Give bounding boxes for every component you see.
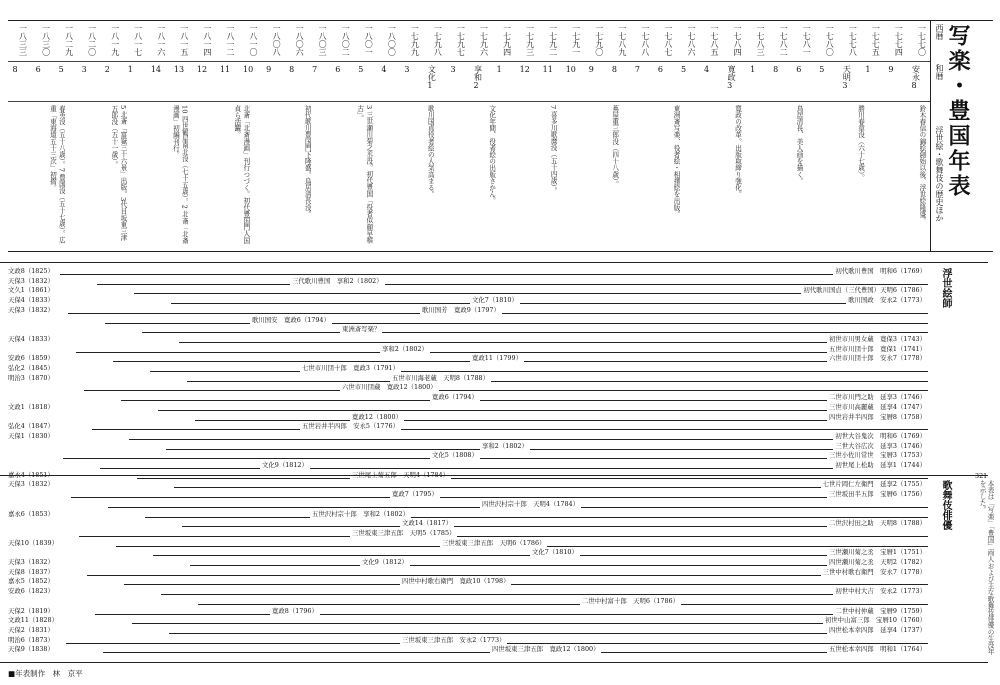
- page-number: 321: [975, 472, 988, 480]
- lane-label: 文化9（1812）: [362, 558, 408, 566]
- era-year-number: 6: [35, 65, 41, 74]
- lifespan-lane: [8, 373, 928, 383]
- event-entry: 3 三世瀬川菊之丞没。初代豊国「役者似顔早稽古」。: [355, 105, 373, 244]
- lifespan-lane: [8, 324, 928, 334]
- era-cell: [197, 65, 211, 74]
- person-birth: 二世市川門之助 延享3（1746）: [828, 393, 926, 402]
- lifespan-lane: [8, 615, 928, 625]
- label-seireki: 西暦: [935, 24, 944, 40]
- death-date: 文政1（1818）: [8, 402, 54, 411]
- era-year-number: 4: [381, 65, 387, 74]
- era-year-number: 6: [796, 65, 802, 74]
- year-cell: 一七九九: [410, 24, 420, 56]
- era-cell: [704, 65, 718, 74]
- year-cell: 一七九四: [502, 24, 512, 56]
- lifespan-lane: [8, 538, 928, 548]
- event-entry: 北斎「北斎漫画」刊行つづく。初代豊国門人国貞ら活躍。: [232, 105, 250, 244]
- category-ukiyoe-label: 浮世絵師: [940, 268, 951, 308]
- year-cell: 一八一六: [156, 24, 166, 56]
- year-cell: 一七八三: [756, 24, 766, 56]
- lane-label: 五世岩井半四郎 安永5（1776）: [302, 422, 400, 431]
- era-cell: [474, 65, 488, 90]
- era-year-number: 3: [842, 81, 848, 90]
- section-divider: [0, 475, 988, 476]
- era-cell: [36, 65, 50, 74]
- era-cell: [658, 65, 672, 74]
- year-cell: 一七八六: [686, 24, 696, 56]
- person-birth: 七世片岡仁左衛門 延享2（1755）: [822, 480, 926, 489]
- era-year-number: 6: [657, 65, 664, 74]
- era-year-number: 13: [173, 65, 185, 74]
- era-year-number: 8: [289, 65, 295, 74]
- era-year-number: 8: [12, 65, 18, 74]
- lifespan-lane: [8, 460, 928, 470]
- section-divider: [0, 262, 988, 263]
- lifespan-lane: [8, 276, 928, 286]
- year-cell: 一八一九: [110, 24, 120, 56]
- year-cell: 一八〇八: [272, 24, 282, 56]
- era-year-number: 6: [335, 65, 341, 74]
- lane-label: 四世沢村宗十郎 天明4（1784）: [482, 499, 580, 508]
- event-entry: 文化年間、役者絵の出版さかん。: [487, 105, 496, 204]
- era-cell: [427, 65, 441, 90]
- year-cell: 一七八五: [710, 24, 720, 56]
- person-birth: 初世市川男女蔵 寛保3（1743）: [828, 334, 926, 343]
- era-year-number: 9: [588, 65, 594, 74]
- lane-label: 寛政6（1794）: [432, 393, 478, 402]
- lifespan-lane: [8, 499, 928, 509]
- lane-label: 五世市川海老蔵 天明8（1788）: [392, 373, 490, 382]
- lifespan-lane: [8, 596, 928, 606]
- death-date: 安政6（1859）: [8, 354, 54, 363]
- lane-label: 三代歌川豊国 享和2（1802）: [292, 276, 383, 285]
- lane-label: 三世坂東三津五郎 安永2（1773）: [402, 635, 506, 644]
- year-cell: 一八〇〇: [387, 24, 397, 56]
- era-cell: [266, 65, 280, 74]
- person-birth: 初世中山富三郎 宝暦10（1760）: [824, 616, 926, 625]
- era-year-number: 3: [404, 65, 410, 74]
- death-date: 弘化4（1847）: [8, 422, 54, 431]
- lifespan-lane: [8, 625, 928, 635]
- event-entry: 歌川国貞役者絵の人気高まる。: [426, 105, 435, 198]
- year-cell: 一七八一: [802, 24, 812, 56]
- era-cell: [358, 65, 372, 74]
- lifespan-lane: [8, 557, 928, 567]
- era-cell: [819, 65, 833, 74]
- death-date: 天保3（1832）: [8, 558, 54, 566]
- era-year-number: 3: [727, 81, 733, 90]
- year-cell: 一七七四: [894, 24, 904, 56]
- era-cell: [174, 65, 188, 74]
- era-year-number: 5: [819, 65, 825, 74]
- lifespan-lane: [8, 528, 928, 538]
- year-cell: 一七九一: [571, 24, 581, 56]
- eras-row: [8, 61, 930, 102]
- era-year-number: 2: [473, 81, 479, 90]
- person-birth: 四世瀬川菊之丞 天明2（1782）: [828, 558, 926, 566]
- year-cell: 一七八四: [733, 24, 743, 56]
- era-year-number: 1: [427, 81, 433, 90]
- death-date: 天保8（1837）: [8, 567, 54, 576]
- year-cell: 一七七〇: [917, 24, 927, 56]
- year-cell: 一八二〇: [87, 24, 97, 56]
- lifespan-lane: [8, 644, 928, 654]
- era-year-number: 2: [104, 65, 110, 74]
- person-birth: 三世瀬川菊之丞 宝暦1（1751）: [828, 548, 926, 557]
- label-wareki: 和暦: [935, 64, 944, 80]
- lifespan-lane: [8, 567, 928, 577]
- year-cell: 一八〇二: [341, 24, 351, 56]
- era-year-number: 14: [150, 65, 161, 74]
- section-divider: [0, 662, 988, 663]
- lifespan-lane: [8, 431, 928, 441]
- lane-label: 七世市川団十郎 寛政3（1791）: [302, 364, 400, 372]
- era-year-number: 7: [634, 65, 640, 74]
- lifespan-lane: [8, 450, 928, 460]
- era-year-number: 8: [611, 65, 617, 74]
- year-cell: 一八二九: [64, 24, 74, 56]
- year-cell: 一七八七: [663, 24, 673, 56]
- person-birth: 歌川国政 安永2（1773）: [848, 296, 926, 305]
- lane-label: 寛政11（1799）: [472, 354, 522, 363]
- lifespan-lane: [8, 266, 928, 276]
- death-date: 文政11（1828）: [8, 616, 58, 625]
- era-cell: [82, 65, 96, 74]
- event-entry: 5 北斎「富嶽三十六景」出版。3代目坂東三津五郎没（五十一歳）。: [109, 105, 127, 241]
- lifespan-lanes: [8, 266, 928, 654]
- person-birth: 五世市川団十郎 寛保1（1741）: [828, 344, 926, 353]
- lifespan-lane: [8, 353, 928, 363]
- category-kabuki-label: 歌舞伎俳優: [940, 480, 951, 530]
- year-cell: 一八一五: [179, 24, 189, 56]
- lifespan-lane: [8, 334, 928, 344]
- lifespan-lane: [8, 441, 928, 451]
- year-cell: 一八〇一: [364, 24, 374, 56]
- person-birth: 四世岩井半四郎 宝暦8（1758）: [828, 412, 926, 421]
- footer-credit: ■年表制作 林 京平: [8, 669, 83, 678]
- lifespan-lane: [8, 285, 928, 295]
- era-year-number: 11: [542, 65, 553, 74]
- era-cell: [727, 65, 741, 90]
- era-cell: [842, 65, 856, 90]
- year-cell: 一七七八: [848, 24, 858, 56]
- era-cell: [105, 65, 119, 74]
- label-events: 浮世絵・歌舞伎の歴史ほか: [935, 126, 944, 222]
- person-birth: 三世坂田半五郎 宝暦6（1756）: [828, 490, 926, 499]
- year-cell: 一八一四: [202, 24, 212, 56]
- era-year-number: 10: [243, 65, 254, 74]
- death-date: 安政6（1823）: [8, 587, 54, 596]
- person-birth: 初代歌川豊国 明和6（1769）: [835, 267, 926, 275]
- death-date: 天保2（1819）: [8, 606, 54, 615]
- year-cell: 一八〇六: [295, 24, 305, 56]
- lifespan-lane: [8, 606, 928, 616]
- year-cell: 一七八九: [617, 24, 627, 56]
- lifespan-lane: [8, 421, 928, 431]
- lane-label: 三世尾上菊五郎 天明4（1784）: [352, 470, 450, 479]
- year-cell: 一七八八: [640, 24, 650, 56]
- era-cell: [220, 65, 234, 74]
- era-cell: [312, 65, 326, 74]
- era-cell: [335, 65, 349, 74]
- death-date: 弘化2（1845）: [8, 364, 54, 372]
- era-cell: [497, 65, 511, 74]
- era-year-number: 5: [358, 65, 364, 74]
- era-cell: [543, 65, 557, 74]
- lifespan-lane: [8, 586, 928, 596]
- year-cell: 一八〇三: [318, 24, 328, 56]
- person-birth: 初世大谷鬼次 明和6（1769）: [835, 431, 926, 440]
- chronology-table: [8, 20, 930, 252]
- lifespan-lane: [8, 479, 928, 489]
- person-birth: 二世中村仲蔵 宝暦9（1759）: [835, 606, 926, 615]
- lane-label: 寛政12（1800）: [352, 412, 402, 421]
- event-entry: 寛政の改革。出版取締り強化。: [733, 105, 742, 198]
- era-name: 享和: [473, 65, 483, 81]
- lane-label: 文化7（1810）: [472, 296, 518, 305]
- era-cell: [381, 65, 395, 74]
- lane-label: 文化5（1808）: [432, 451, 478, 460]
- era-year-number: 4: [704, 65, 710, 74]
- era-cell: [796, 65, 810, 74]
- lifespan-lane: [8, 382, 928, 392]
- era-year-number: 1: [865, 65, 871, 74]
- year-cell: 一七九二: [548, 24, 558, 56]
- page-title: 写楽・豊国年表: [945, 24, 971, 199]
- era-cell: [681, 65, 695, 74]
- lane-label: 文化9（1812）: [262, 461, 308, 469]
- era-cell: [13, 65, 27, 74]
- death-date: 文政8（1825）: [8, 267, 54, 275]
- death-date: 天保2（1831）: [8, 625, 54, 634]
- lane-label: 寛政7（1795）: [392, 490, 438, 499]
- lane-label: 東洲斎写楽？: [342, 325, 381, 334]
- lane-label: 四世中村歌右衛門 寛政10（1798）: [402, 577, 510, 586]
- year-cell: 一八一二: [225, 24, 235, 56]
- lifespan-lane: [8, 402, 928, 412]
- event-entry: 鳥居清長、美人画を描く。: [795, 105, 804, 185]
- year-cell: 一八一七: [133, 24, 143, 56]
- lane-label: 三世坂東三津五郎 天明5（1785）: [352, 528, 456, 537]
- era-cell: [450, 65, 464, 74]
- lifespan-lane: [8, 315, 928, 325]
- event-entry: 春英没（五十八歳）。7 豊国没（五十七歳）。広重「東海道五十三次」初摺。: [48, 105, 66, 244]
- year-cell: 一七九八: [433, 24, 443, 56]
- era-cell: [566, 65, 580, 74]
- era-year-number: 5: [680, 65, 687, 74]
- event-entry: 10 四世鶴屋南北没（七十五歳）。2 北斎「北斎漫画」初編刊行。: [171, 105, 189, 244]
- year-cell: 一七九六: [479, 24, 489, 56]
- lane-label: 享和2（1802）: [482, 441, 528, 450]
- lane-label: 四世坂東三津五郎 寛政12（1800）: [492, 645, 600, 654]
- person-birth: 四世松本幸四郎 延享4（1737）: [828, 625, 926, 634]
- years-row: [8, 21, 930, 62]
- death-date: 天保3（1832）: [8, 276, 54, 285]
- lifespan-lane: [8, 576, 928, 586]
- event-entry: 蔦屋重三郎没（四十八歳）。: [610, 105, 619, 188]
- death-date: 文久1（1861）: [8, 286, 54, 295]
- era-cell: [520, 65, 534, 74]
- lifespan-lane: [8, 518, 928, 528]
- era-year-number: 8: [911, 81, 917, 90]
- death-date: 明治6（1873）: [8, 635, 54, 644]
- event-entry: 鈴木春信の錦絵創始以後、浮世絵隆盛。: [917, 105, 926, 224]
- person-birth: 三世市川高麗蔵 延享4（1747）: [828, 402, 926, 411]
- person-birth: 五世松本幸四郎 明和1（1764）: [828, 645, 926, 654]
- lane-label: 三世坂東三津五郎 天明6（1786）: [442, 538, 546, 547]
- year-cell: 一八三〇: [41, 24, 51, 56]
- death-date: 嘉永4（1851）: [8, 470, 54, 479]
- era-year-number: 8: [773, 65, 779, 74]
- death-date: 天保3（1832）: [8, 305, 54, 314]
- lane-label: 享和2（1802）: [382, 344, 428, 353]
- era-year-number: 1: [750, 65, 756, 74]
- person-birth: 三世大谷広次 延享3（1746）: [835, 441, 926, 450]
- era-cell: [151, 65, 165, 74]
- era-cell: [289, 65, 303, 74]
- death-date: 天保4（1833）: [8, 334, 54, 343]
- era-name: 安永: [911, 65, 921, 81]
- era-cell: [128, 65, 142, 74]
- lane-label: 文化7（1810）: [532, 548, 578, 557]
- death-date: 天保10（1839）: [8, 538, 58, 547]
- era-cell: [589, 65, 603, 74]
- lane-label: 二世中村富十郎 天明6（1786）: [582, 596, 680, 605]
- era-year-number: 3: [450, 65, 456, 74]
- era-year-number: 9: [266, 65, 272, 74]
- year-cell: 一七八〇: [825, 24, 835, 56]
- lifespan-lane: [8, 305, 928, 315]
- lifespan-lane: [8, 509, 928, 519]
- person-birth: 三世中村歌右衛門 安永7（1778）: [822, 567, 926, 576]
- era-year-number: 12: [519, 65, 530, 74]
- era-year-number: 12: [196, 65, 208, 74]
- lifespan-lane: [8, 547, 928, 557]
- era-cell: [773, 65, 787, 74]
- year-cell: 一七八二: [779, 24, 789, 56]
- death-date: 嘉永5（1852）: [8, 577, 54, 586]
- era-year-number: 1: [496, 65, 502, 74]
- person-birth: 初世中村大吉 安永2（1773）: [835, 587, 926, 596]
- lane-label: 文政14（1817）: [402, 519, 452, 528]
- death-date: 嘉永6（1853）: [8, 509, 54, 518]
- lifespan-lane: [8, 344, 928, 354]
- person-birth: 初世尾上松助 延享1（1744）: [835, 461, 926, 469]
- death-date: 天保3（1832）: [8, 480, 54, 489]
- death-date: 明治3（1870）: [8, 373, 54, 382]
- event-entry: 7 喜多川歌麿没（五十四歳）。: [549, 105, 558, 194]
- era-cell: [888, 65, 902, 74]
- death-date: 天保9（1838）: [8, 645, 54, 654]
- event-entry: 東洲斎写楽、役者絵・相撲絵を出版。: [672, 105, 681, 218]
- era-cell: [750, 65, 764, 74]
- lifespan-lane: [8, 363, 928, 373]
- era-cell: [865, 65, 879, 74]
- era-year-number: 5: [58, 65, 64, 74]
- person-birth: 初代歌川国貞（三代豊国）天明6（1786）: [803, 286, 926, 295]
- death-date: 天保1（1830）: [8, 431, 54, 440]
- era-name: 天明: [842, 65, 852, 81]
- era-year-number: 9: [888, 65, 894, 74]
- death-date: 天保4（1833）: [8, 296, 54, 305]
- era-name: 寛政: [727, 65, 737, 81]
- lane-label: 寛政8（1796）: [272, 606, 318, 615]
- era-year-number: 10: [565, 65, 576, 74]
- era-year-number: 7: [312, 65, 318, 74]
- person-birth: 二世沢村田之助 天明8（1788）: [828, 519, 926, 528]
- year-cell: 一八三三: [18, 24, 28, 56]
- era-cell: [612, 65, 626, 74]
- lane-label: 五世沢村宗十郎 享和2（1802）: [312, 509, 410, 518]
- era-cell: [59, 65, 73, 74]
- year-cell: 一七九〇: [594, 24, 604, 56]
- lifespan-lane: [8, 412, 928, 422]
- person-birth: 六世市川団十郎 安永7（1778）: [828, 354, 926, 363]
- lane-label: 歌川国安 寛政6（1794）: [252, 315, 330, 324]
- lifespan-lane: [8, 295, 928, 305]
- side-note: 本表は「写楽」「豊国」両人および主な歌舞伎俳優の生没年を示した。: [978, 480, 994, 655]
- era-year-number: 11: [219, 65, 231, 74]
- lifespan-lane: [8, 489, 928, 499]
- era-year-number: 3: [81, 65, 87, 74]
- lane-label: 歌川国芳 寛政9（1797）: [422, 305, 500, 314]
- year-cell: 一八一〇: [249, 24, 259, 56]
- year-cell: 一七九七: [456, 24, 466, 56]
- era-cell: [243, 65, 257, 74]
- era-name: 文化: [427, 65, 437, 81]
- lane-label: 六世市川団蔵 寛政12（1800）: [342, 383, 437, 392]
- events-row: [8, 101, 930, 251]
- era-cell: [404, 65, 418, 74]
- era-cell: [635, 65, 649, 74]
- lifespan-lane: [8, 392, 928, 402]
- year-cell: 一七九三: [525, 24, 535, 56]
- era-year-number: 1: [127, 65, 133, 74]
- lifespan-lane: [8, 635, 928, 645]
- event-entry: 勝川春章没（六十七歳）。: [856, 105, 865, 181]
- year-cell: 一七七五: [871, 24, 881, 56]
- era-cell: [911, 65, 925, 90]
- person-birth: 三世小佐川常世 宝暦3（1753）: [828, 451, 926, 460]
- event-entry: 初代歌川豊国門下隆盛。鳥居清長没。: [303, 105, 312, 218]
